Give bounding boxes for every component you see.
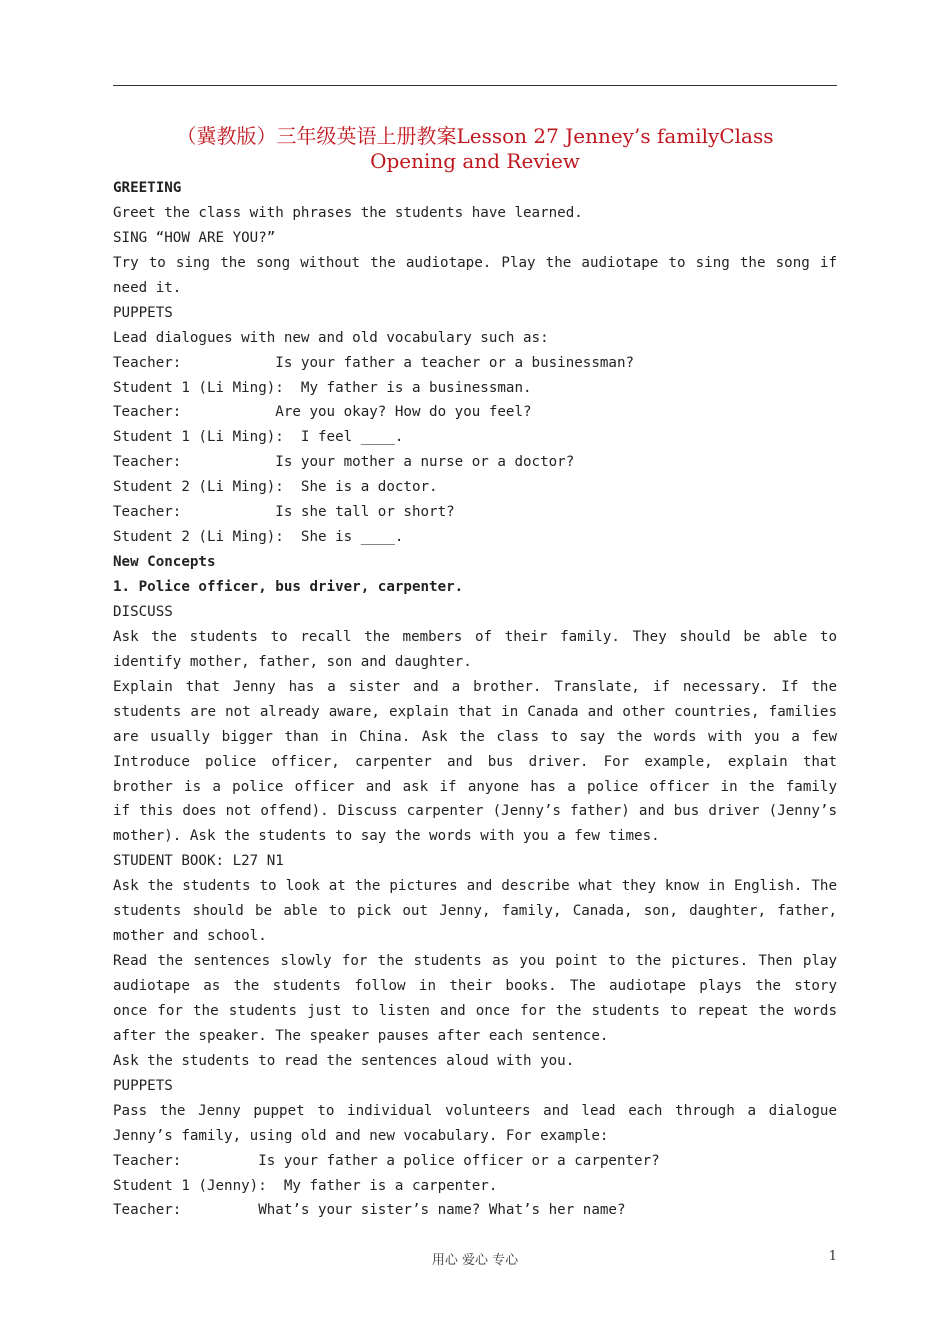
body-line: if this does not offend). Discuss carpenter (Jenny’s father) and bus driver (Jenny’s bbox=[113, 803, 837, 820]
body-line: SING “HOW ARE YOU?” bbox=[113, 229, 276, 246]
body-line: once for the students just to listen and once for the students to repeat the words bbox=[113, 1002, 837, 1019]
body-line: Pass the Jenny puppet to individual volunteers and lead each through a dialogue bbox=[113, 1102, 837, 1119]
body-line: Lead dialogues with new and old vocabulary such as: bbox=[113, 329, 549, 346]
body-line: audiotape as the students follow in their books. The audiotape plays the story bbox=[113, 978, 837, 994]
body-line: need it. bbox=[113, 279, 182, 296]
footer-motto: 用心 爱心 专心 bbox=[431, 1253, 519, 1268]
body-line: Student 1 (Li Ming): I feel ____. bbox=[113, 429, 404, 446]
body-line: Explain that Jenny has a sister and a brother. Translate, if necessary. If the bbox=[113, 678, 837, 695]
body-line: Teacher: Is she tall or short? bbox=[113, 504, 455, 521]
body-line: Teacher: Is your mother a nurse or a doctor? bbox=[113, 454, 575, 471]
body-line: Student 1 (Li Ming): My father is a businessman. bbox=[113, 379, 532, 396]
body-line: STUDENT BOOK: L27 N1 bbox=[113, 853, 284, 870]
body-line: GREETING bbox=[113, 180, 182, 196]
body-line: Try to sing the song without the audiotape. Play the audiotape to sing the song if bbox=[113, 254, 837, 271]
body-line: are usually bigger than in China. Ask the class to say the words with you a few bbox=[113, 728, 837, 745]
body-line: identify mother, father, son and daughter. bbox=[113, 653, 472, 670]
body-line: Read the sentences slowly for the students as you point to the pictures. Then play bbox=[113, 953, 837, 970]
body-line: Introduce police officer, carpenter and bus driver. For example, explain that bbox=[113, 753, 837, 770]
body-line: students should be able to pick out Jenny, family, Canada, son, daughter, father, bbox=[113, 903, 837, 920]
document-title bbox=[113, 124, 837, 174]
body-line: Teacher: Is your father a teacher or a businessman? bbox=[113, 354, 635, 371]
body-line: Jenny’s family, using old and new vocabulary. For example: bbox=[113, 1127, 609, 1144]
body-line: mother and school. bbox=[113, 928, 267, 945]
document-body bbox=[113, 176, 837, 1223]
body-line: Ask the students to recall the members of their family. They should be able to bbox=[113, 628, 837, 645]
title-line-2: Opening and Review bbox=[370, 149, 580, 173]
header-rule bbox=[113, 85, 837, 86]
body-line: Greet the class with phrases the students have learned. bbox=[113, 204, 583, 221]
body-line: 1. Police officer, bus driver, carpenter. bbox=[113, 579, 464, 595]
body-line: PUPPETS bbox=[113, 1077, 173, 1094]
body-line: DISCUSS bbox=[113, 603, 173, 620]
body-line: Teacher: What’s your sister’s name? What’s her name? bbox=[113, 1202, 626, 1219]
body-line: Student 1 (Jenny): My father is a carpenter. bbox=[113, 1177, 498, 1194]
body-line: PUPPETS bbox=[113, 304, 173, 321]
body-line: after the speaker. The speaker pauses after each sentence. bbox=[113, 1027, 609, 1044]
body-line: Ask the students to read the sentences aloud with you. bbox=[113, 1052, 575, 1069]
body-line: Teacher: Is your father a police officer or a carpenter? bbox=[113, 1152, 660, 1169]
body-line: students are not already aware, explain that in Canada and other countries, families bbox=[113, 703, 837, 720]
title-line-1: （冀教版）三年级英语上册教案Lesson 27 Jenney’s familyClass bbox=[176, 124, 774, 148]
page-number: 1 bbox=[828, 1249, 837, 1264]
body-line: mother). Ask the students to say the words with you a few times. bbox=[113, 828, 660, 845]
body-line: Student 2 (Li Ming): She is ____. bbox=[113, 529, 404, 546]
body-line: Teacher: Are you okay? How do you feel? bbox=[113, 404, 532, 421]
body-line: Student 2 (Li Ming): She is a doctor. bbox=[113, 479, 438, 496]
body-line: brother is a police officer and ask if anyone has a police officer in the family bbox=[113, 778, 837, 795]
body-line: Ask the students to look at the pictures and describe what they know in English. The bbox=[113, 878, 837, 895]
body-line: New Concepts bbox=[113, 554, 216, 571]
